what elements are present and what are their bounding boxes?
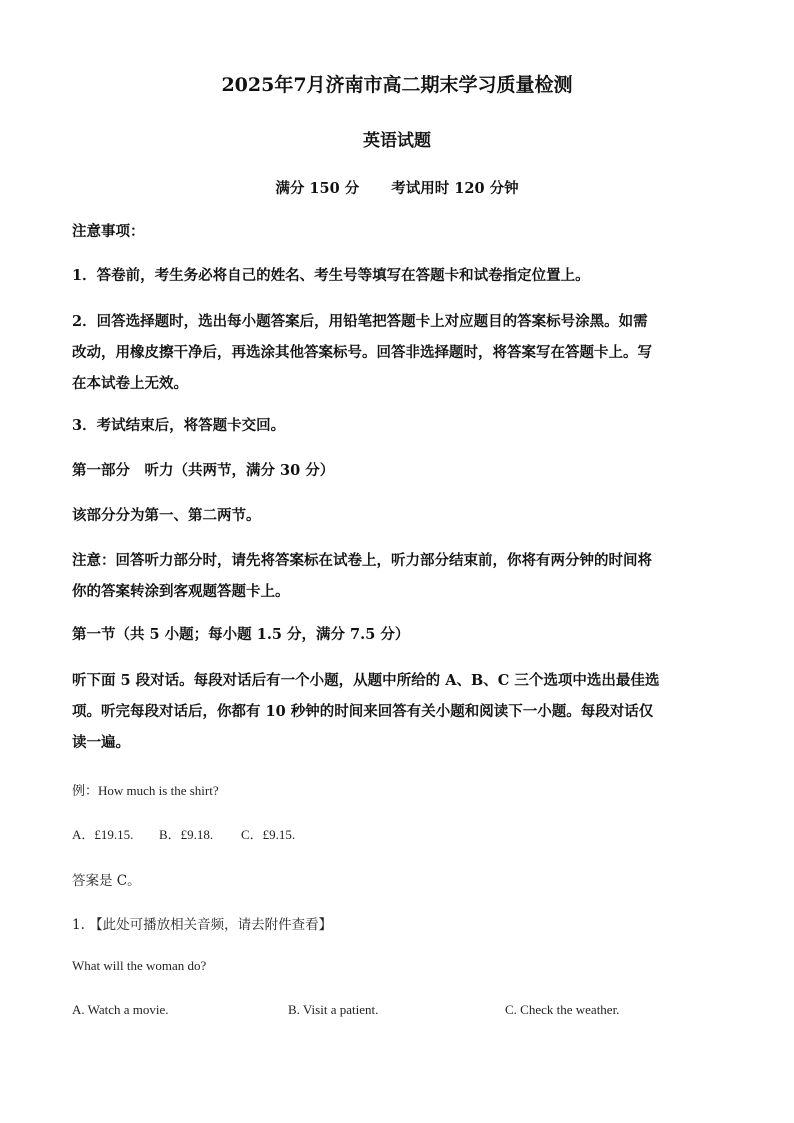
section1-instruction-line: 听下面 5 段对话。每段对话后有一个小题，从题中所给的 A、B、C 三个选项中选出最佳选 [72,672,660,689]
example-option-b: B．£9.18. [159,827,214,842]
question-1-option-b: B. Visit a patient. [288,1002,379,1017]
notice-item-2-line: 在本试卷上无效。 [72,375,188,392]
section1-instructions [72,665,722,758]
part1-note-line: 你的答案转涂到客观题答题卡上。 [72,583,290,600]
exam-title: 2025年7月济南市高二期末学习质量检测 [221,74,573,96]
notice-item-3: 3．考试结束后，将答题卡交回。 [72,417,286,434]
section1-instruction-line: 读一遍。 [72,734,130,751]
part1-note-line: 注意：回答听力部分时，请先将答案标在试卷上，听力部分结束前，你将有两分钟的时间将 [72,552,652,569]
question-1-option-c: C. Check the weather. [505,1002,620,1017]
question-1-header: 1. 【此处可播放相关音频，请去附件查看】 [72,917,333,933]
example-option-a: A．£19.15. [72,827,134,842]
notice-heading: 注意事项： [72,223,145,240]
question-1-option-a: A. Watch a movie. [72,1002,169,1017]
example-question: 例：How much is the shirt? [72,783,219,798]
part1-heading: 第一部分 听力（共两节，满分 30 分） [72,462,335,479]
question-1-text: What will the woman do? [72,958,207,973]
notice-item-1: 1．答卷前，考生务必将自己的姓名、考生号等填写在答题卡和试卷指定位置上。 [72,267,590,284]
exam-time: 考试用时 120 分钟 [391,180,519,197]
part1-note [72,545,722,607]
full-score: 满分 150 分 [275,180,360,197]
exam-meta [0,177,794,198]
notice-item-2-line: 2．回答选择题时，选出每小题答案后，用铅笔把答题卡上对应题目的答案标号涂黑。如需 [72,313,648,330]
exam-subject: 英语试题 [363,131,431,151]
part1-intro: 该部分分为第一、第二两节。 [72,507,261,524]
example-option-c: C．£9.15. [241,827,296,842]
example-answer: 答案是 C。 [72,873,141,889]
section1-heading: 第一节（共 5 小题；每小题 1.5 分，满分 7.5 分） [72,626,410,643]
notice-item-2-line: 改动，用橡皮擦干净后，再选涂其他答案标号。回答非选择题时，将答案写在答题卡上。写 [72,344,652,361]
section1-instruction-line: 项。听完每段对话后，你都有 10 秒钟的时间来回答有关小题和阅读下一小题。每段对话仅 [72,703,654,720]
notice-item-2 [72,306,722,399]
